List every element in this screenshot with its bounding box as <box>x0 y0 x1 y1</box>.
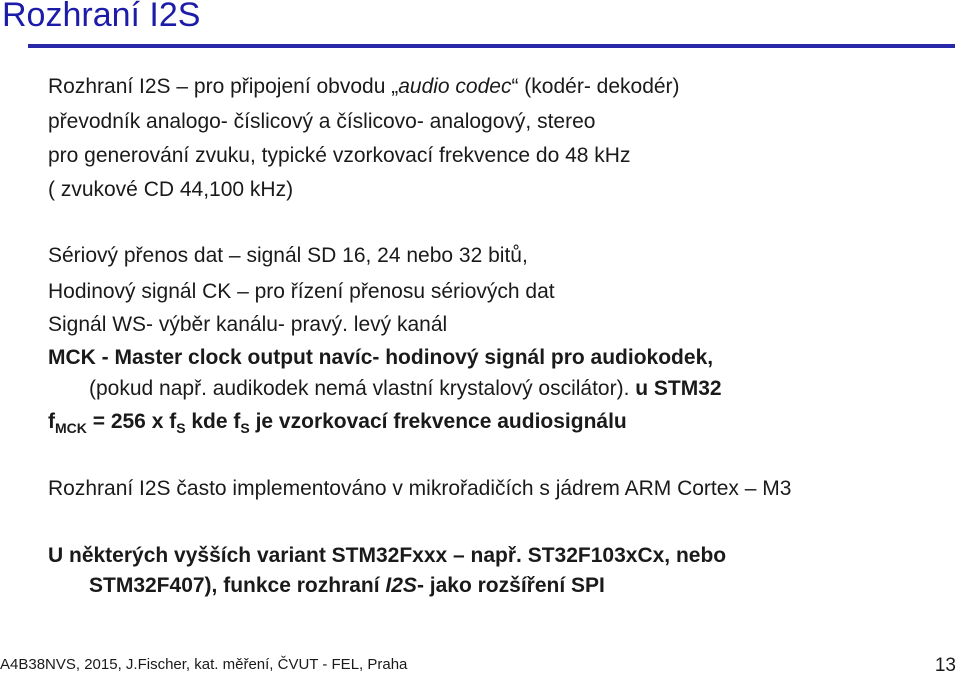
variants-line-2-end: - jako rozšíření SPI <box>416 574 605 597</box>
i2s-term: I2S <box>385 574 417 597</box>
serial-line-5-start: (pokud např. audikodek nemá vlastní krystalový oscilátor). <box>89 377 636 400</box>
slide-title: Rozhraní I2S <box>2 0 201 34</box>
intro-line-2: převodník analogo- číslicový a číslicovo- analogový, stereo <box>48 110 596 133</box>
intro-line-1 <box>48 76 680 97</box>
cortex-line: Rozhraní I2S často implementováno v mikrořadičích s jádrem ARM Cortex – M3 <box>48 477 792 500</box>
intro-line-4: ( zvukové CD 44,100 kHz) <box>48 178 294 201</box>
serial-line-5-end: u STM32 <box>635 377 722 400</box>
mck-formula <box>48 411 627 435</box>
formula-mid: = 256 x f <box>86 410 177 433</box>
serial-line-4: MCK - Master clock output navíc- hodinový signál pro audiokodek, <box>48 346 714 369</box>
title-underline <box>28 44 955 48</box>
intro-line-1-end: “ (kodér- dekodér) <box>511 75 680 98</box>
formula-sub-s2: S <box>240 420 250 436</box>
formula-f: f <box>48 410 55 433</box>
serial-line-2: Hodinový signál CK – pro řízení přenosu sériových dat <box>48 280 555 303</box>
variants-line-2 <box>89 575 605 596</box>
formula-rest: je vzorkovací frekvence audiosignálu <box>249 410 627 433</box>
intro-line-3: pro generování zvuku, typické vzorkovací frekvence do 48 kHz <box>48 144 631 167</box>
serial-line-1: Sériový přenos dat – signál SD 16, 24 nebo 32 bitů, <box>48 244 528 267</box>
audio-codec-term: audio codec <box>398 75 512 98</box>
slide-footer: A4B38NVS, 2015, J.Fischer, kat. měření, ČVUT - FEL, Praha <box>0 656 408 673</box>
variants-line-2-start: STM32F407), funkce rozhraní <box>89 574 386 597</box>
intro-line-1-start: Rozhraní I2S – pro připojení obvodu „ <box>48 75 399 98</box>
serial-line-5 <box>89 378 722 399</box>
formula-kde: kde f <box>185 410 241 433</box>
page-number: 13 <box>934 655 956 676</box>
serial-line-3: Signál WS- výběr kanálu- pravý. levý kanál <box>48 313 448 336</box>
formula-sub-mck: MCK <box>55 420 87 436</box>
formula-sub-s1: S <box>176 420 186 436</box>
variants-line-1: U některých vyšších variant STM32Fxxx – např. ST32F103xCx, nebo <box>48 544 727 567</box>
